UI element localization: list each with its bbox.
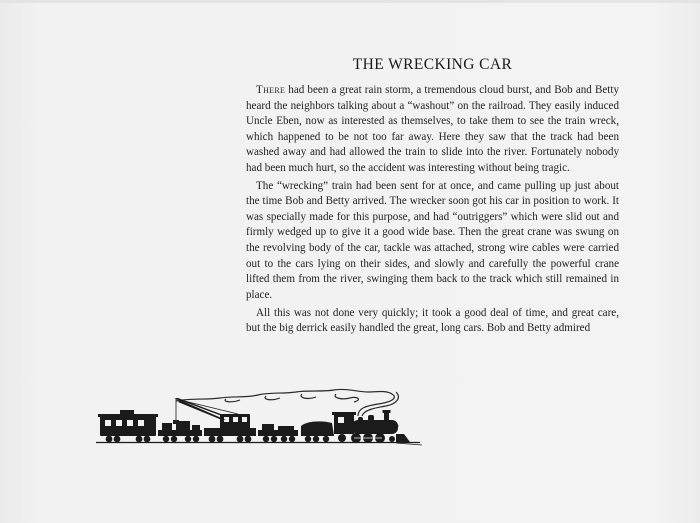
page-edge: [0, 0, 700, 3]
smoke-plume: [176, 389, 398, 416]
tool-car: [158, 421, 202, 442]
locomotive: [332, 410, 410, 443]
paragraph-1-text: had been a great rain storm, a tremendous cloud burst, and Bob and Betty heard the neighbors talking about a “washout” on the railroad. They easily induced Uncle Eben, now as interested as themselves, to take them to see the train wreck, which happened to be not too far away. Here they saw that the track had been washed away and had allowed the train to slide into the river. Fortunately nobody had been much hurt, so the accident was interesting without being tragic.: [246, 84, 619, 174]
flat-car: [258, 424, 298, 442]
paragraph-1: [246, 83, 619, 176]
paragraph-3: All this was not done very quickly; it took a good deal of time, and great care, but the big derrick easily handled the great, long cars. Bob and Betty admired: [246, 306, 619, 335]
caboose: [98, 410, 158, 442]
tender: [301, 421, 334, 442]
wrecking-train-illustration: [96, 386, 426, 448]
drop-lead-word: There: [256, 84, 286, 96]
chapter-title: THE WRECKING CAR: [352, 56, 513, 73]
paragraph-2: The “wrecking” train had been sent for at once, and came pulling up just about the time Bob and Betty arrived. The wrecker soon got his car in position to work. It was specially made for this purpose, and had “outriggers” which were slid out and firmly wedged up to give it a good wide base. Then the great crane was swung on the revolving body of the car, tackle was attached, strong wire cables were carried out to the cars lying on their sides, and slowly and carefully the powerful crane lifted them from the river, swinging them back to the track which still remained in place.: [246, 179, 619, 301]
body-text: [246, 83, 619, 339]
